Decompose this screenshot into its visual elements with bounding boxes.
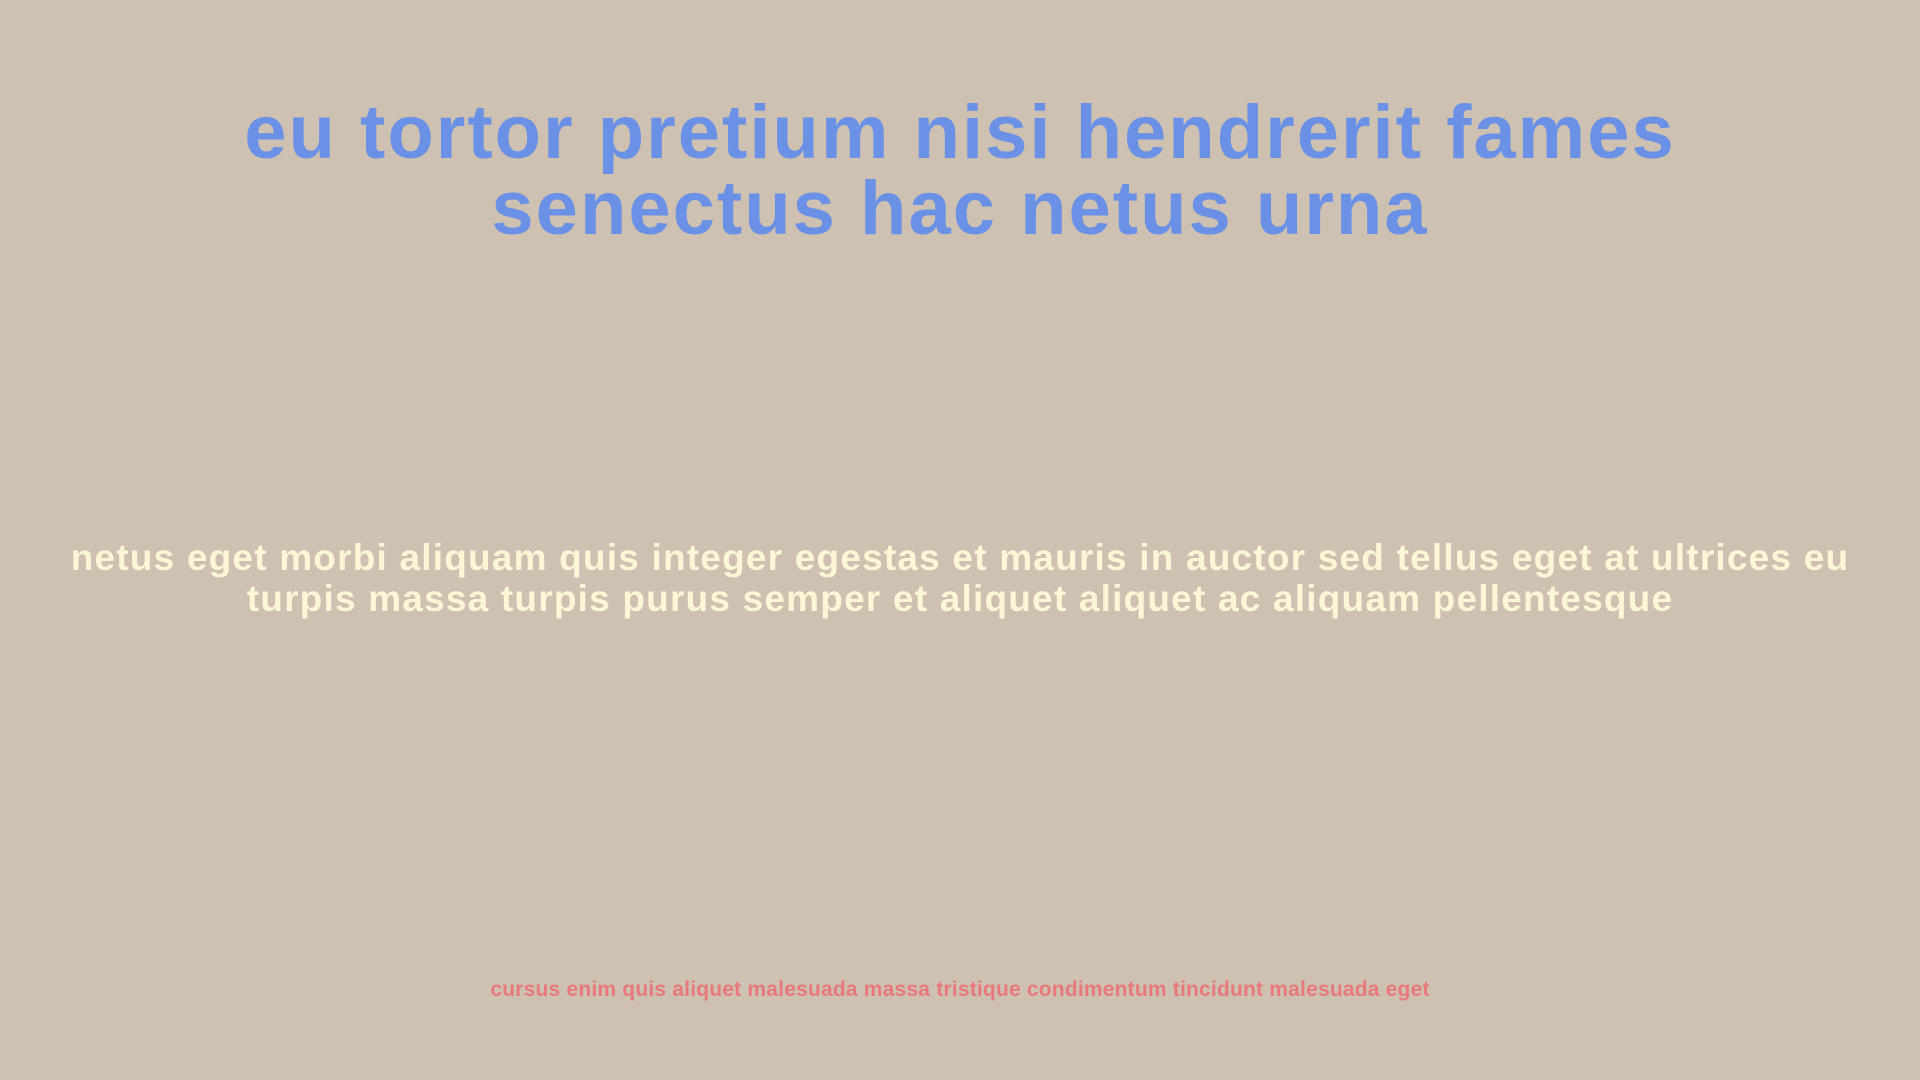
page-title: eu tortor pretium nisi hendrerit fames senectus hac netus urna xyxy=(244,90,1676,251)
footer-text: cursus enim quis aliquet malesuada massa tristique condimentum tincidunt malesuada eget xyxy=(490,978,1430,1001)
subtitle-text: netus eget morbi aliquam quis integer egestas et mauris in auctor sed tellus eget at ultrices eu turpis massa turpis purus semper et aliquet aliquet ac aliquam pellentesque xyxy=(70,537,1850,619)
